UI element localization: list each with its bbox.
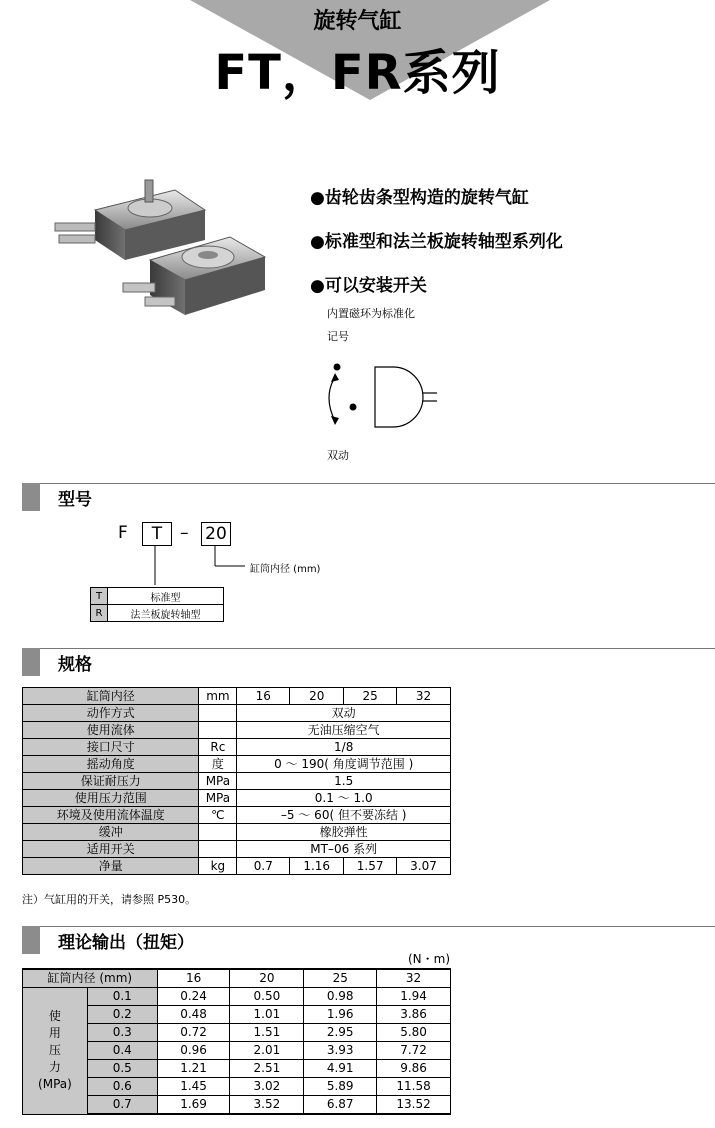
cell: 1.57 [344,858,397,875]
cell: 20 [290,688,344,705]
model-type-table [90,587,224,622]
cell: mm [199,688,237,705]
double-acting-label: 双动 [327,449,349,462]
cell: 接口尺寸 [23,739,199,756]
type-key: T [91,588,108,605]
cell: 缸筒内径 [23,688,199,705]
cell: 7.72 [377,1042,451,1060]
cell [199,824,237,841]
cell [199,722,237,739]
table-row [23,688,451,705]
pressure-label-unit: (MPa) [38,1077,72,1092]
torque-table [22,968,451,1115]
symbol-label: 记号 [327,330,349,343]
cell: –5 ～ 60( 但不要冻结 ) [237,807,451,824]
table-row [23,739,451,756]
cell: 双动 [237,705,451,722]
cell: 净量 [23,858,199,875]
feature-3: ●可以安装开关 [310,276,427,296]
cell: 0.1 ～ 1.0 [237,790,451,807]
cell: 2.01 [230,1042,304,1060]
cell: 0.2 [87,1006,157,1024]
cell: 1.45 [157,1078,230,1096]
table-row [91,605,224,622]
cell: 20 [230,969,304,988]
table-row [23,773,451,790]
cell: 1.96 [304,1006,377,1024]
cell: 11.58 [377,1078,451,1096]
cell: 动作方式 [23,705,199,722]
cell: kg [199,858,237,875]
pressure-label-cell [23,988,88,1115]
table-row [23,1078,451,1096]
table-row [23,790,451,807]
switch-note: 内置磁环为标准化 [327,307,415,320]
cell: 度 [199,756,237,773]
cell: 32 [377,969,451,988]
cell: 1.21 [157,1060,230,1078]
cell: 9.86 [377,1060,451,1078]
cell: 0.7 [87,1096,157,1115]
table-row [23,858,451,875]
section-torque-title: 理论输出（扭矩） [58,933,194,953]
cell: 25 [344,688,397,705]
section-torque-header [22,926,715,954]
feature-2: ●标准型和法兰板旋转轴型系列化 [310,232,563,252]
cell: 2.95 [304,1024,377,1042]
cell: 0.5 [87,1060,157,1078]
table-row [23,1060,451,1078]
cell: 5.80 [377,1024,451,1042]
cell: 0.24 [157,988,230,1006]
table-row [23,988,451,1006]
cell: 摇动角度 [23,756,199,773]
cell: 5.89 [304,1078,377,1096]
cell: 0.50 [230,988,304,1006]
table-row [23,807,451,824]
rotary-actuator-symbol [315,355,445,440]
cell: 适用开关 [23,841,199,858]
cell: 缸筒内径 (mm) [23,969,158,988]
pressure-label-char: 使 [48,1009,61,1024]
cell: 3.86 [377,1006,451,1024]
cell: Rc [199,739,237,756]
cell: 4.91 [304,1060,377,1078]
cell [199,705,237,722]
spec-note: 注）气缸用的开关，请参照 P530。 [22,893,197,906]
cell: 使用压力范围 [23,790,199,807]
table-row [91,588,224,605]
table-row [23,722,451,739]
cell: 0.48 [157,1006,230,1024]
cell: 3.52 [230,1096,304,1115]
cell: 0.98 [304,988,377,1006]
cell: 13.52 [377,1096,451,1115]
cell: 环境及使用流体温度 [23,807,199,824]
cell: 保证耐压力 [23,773,199,790]
page-subtitle: 旋转气缸 [313,9,402,34]
cell: 0.4 [87,1042,157,1060]
table-row [23,1042,451,1060]
cell: MT–06 系列 [237,841,451,858]
cell: 1.5 [237,773,451,790]
table-row [23,756,451,773]
cell: 1.01 [230,1006,304,1024]
table-row [23,1024,451,1042]
cell: 3.93 [304,1042,377,1060]
cell: 缓冲 [23,824,199,841]
table-row [23,1006,451,1024]
pressure-label-char: 压 [48,1043,61,1058]
cell: 1.94 [377,988,451,1006]
page-title: FT，FR系列 [214,45,501,101]
cell: 0.7 [237,858,290,875]
cell: MPa [199,773,237,790]
cell: 16 [157,969,230,988]
cell: 0.6 [87,1078,157,1096]
product-photo [45,175,275,335]
cell: 使用流体 [23,722,199,739]
cell: 0.3 [87,1024,157,1042]
cell: 1.69 [157,1096,230,1115]
cell [199,841,237,858]
feature-1: ●齿轮齿条型构造的旋转气缸 [310,188,529,208]
section-model-title: 型号 [58,490,92,510]
cell: 6.87 [304,1096,377,1115]
cell: 0.72 [157,1024,230,1042]
model-code-size: 20 [201,522,231,546]
cell: 2.51 [230,1060,304,1078]
cell: 1.51 [230,1024,304,1042]
table-row [23,1096,451,1115]
torque-unit: (N・m) [408,952,451,966]
type-key: R [91,605,108,622]
table-row [23,824,451,841]
cell: 0.1 [87,988,157,1006]
cell: 3.02 [230,1078,304,1096]
cell: 3.07 [397,858,451,875]
bore-label: 缸筒内径 (mm) [250,564,321,575]
cell: MPa [199,790,237,807]
model-code-dash: – [180,523,189,543]
cell: 25 [304,969,377,988]
section-spec-header [22,648,715,676]
section-model-header [22,483,715,511]
cell: 0 ～ 190( 角度调节范围 ) [237,756,451,773]
cell: ℃ [199,807,237,824]
cell: 无油压缩空气 [237,722,451,739]
cell: 橡胶弹性 [237,824,451,841]
spec-table [22,687,451,875]
table-row [23,705,451,722]
cell: 16 [237,688,290,705]
table-row [23,841,451,858]
section-spec-title: 规格 [58,655,92,675]
model-code-leaders [95,545,255,590]
pressure-label-char: 力 [48,1060,61,1075]
cell: 1/8 [237,739,451,756]
model-code-type: T [142,522,172,546]
cell: 1.16 [290,858,344,875]
cell: 0.96 [157,1042,230,1060]
type-name: 标准型 [108,588,224,605]
cell: 32 [397,688,451,705]
pressure-label-char: 用 [48,1026,61,1041]
table-row [23,969,451,988]
model-code-f: F [118,523,128,543]
type-name: 法兰板旋转轴型 [108,605,224,622]
